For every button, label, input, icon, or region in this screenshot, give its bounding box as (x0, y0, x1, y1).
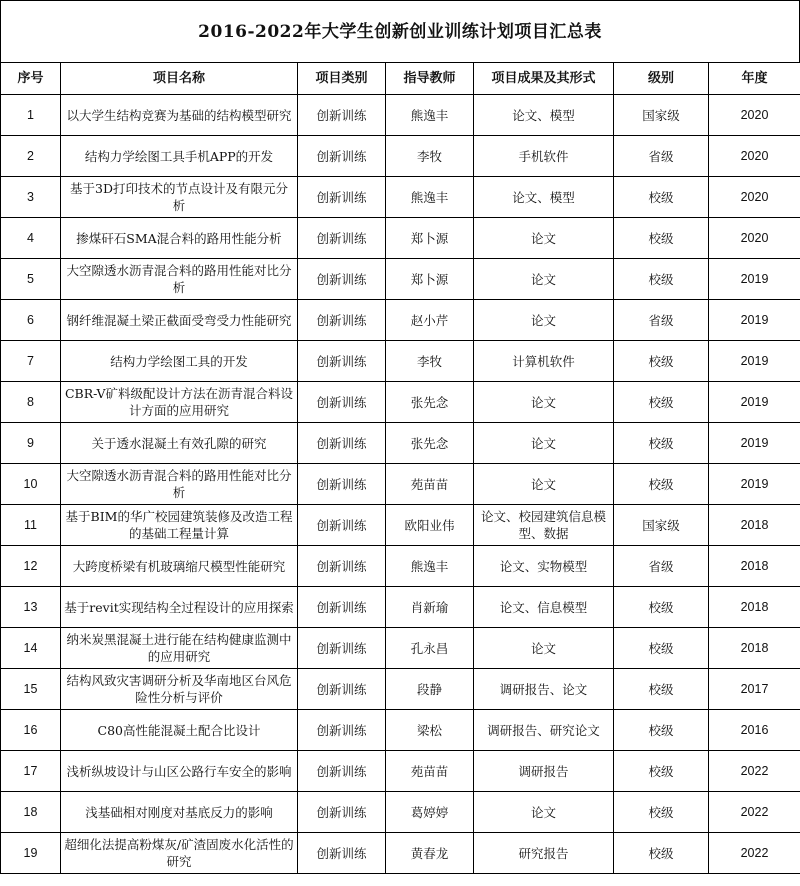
cell-year: 2018 (709, 505, 800, 546)
cell-advisor: 熊逸丰 (386, 546, 474, 587)
table-row (1, 341, 800, 382)
cell-no: 3 (1, 177, 61, 218)
cell-outcome: 论文 (474, 382, 614, 423)
table-row (1, 177, 800, 218)
cell-category: 创新训练 (298, 628, 386, 669)
cell-level: 省级 (614, 546, 709, 587)
cell-no: 12 (1, 546, 61, 587)
cell-level: 校级 (614, 628, 709, 669)
table-row (1, 382, 800, 423)
cell-category: 创新训练 (298, 382, 386, 423)
table-row (1, 546, 800, 587)
cell-project-name: 结构力学绘图工具手机APP的开发 (61, 136, 298, 177)
header-name: 项目名称 (61, 63, 298, 95)
table-row (1, 300, 800, 341)
cell-category: 创新训练 (298, 177, 386, 218)
cell-category: 创新训练 (298, 751, 386, 792)
table-row (1, 505, 800, 546)
cell-outcome: 论文、校园建筑信息模型、数据 (474, 505, 614, 546)
cell-project-name: 结构力学绘图工具的开发 (61, 341, 298, 382)
cell-category: 创新训练 (298, 833, 386, 874)
cell-level: 校级 (614, 464, 709, 505)
cell-year: 2020 (709, 177, 800, 218)
cell-outcome: 论文 (474, 300, 614, 341)
cell-outcome: 论文 (474, 259, 614, 300)
cell-outcome: 研究报告 (474, 833, 614, 874)
cell-advisor: 赵小芹 (386, 300, 474, 341)
cell-no: 19 (1, 833, 61, 874)
cell-no: 9 (1, 423, 61, 464)
cell-year: 2019 (709, 464, 800, 505)
cell-category: 创新训练 (298, 218, 386, 259)
cell-level: 校级 (614, 218, 709, 259)
cell-category: 创新训练 (298, 464, 386, 505)
cell-outcome: 论文 (474, 218, 614, 259)
header-no: 序号 (1, 63, 61, 95)
cell-no: 1 (1, 95, 61, 136)
cell-project-name: CBR-V矿料级配设计方法在沥青混合料设计方面的应用研究 (61, 382, 298, 423)
cell-year: 2017 (709, 669, 800, 710)
cell-outcome: 计算机软件 (474, 341, 614, 382)
cell-year: 2022 (709, 751, 800, 792)
cell-outcome: 论文 (474, 464, 614, 505)
cell-advisor: 熊逸丰 (386, 177, 474, 218)
cell-advisor: 黄春龙 (386, 833, 474, 874)
cell-year: 2019 (709, 300, 800, 341)
cell-project-name: 基于revit实现结构全过程设计的应用探索 (61, 587, 298, 628)
cell-year: 2018 (709, 546, 800, 587)
cell-outcome: 调研报告、研究论文 (474, 710, 614, 751)
cell-no: 2 (1, 136, 61, 177)
cell-advisor: 郑卜源 (386, 218, 474, 259)
cell-advisor: 张先念 (386, 382, 474, 423)
cell-advisor: 葛婷婷 (386, 792, 474, 833)
cell-project-name: 基于BIM的华广校园建筑装修及改造工程的基础工程量计算 (61, 505, 298, 546)
cell-no: 6 (1, 300, 61, 341)
cell-no: 11 (1, 505, 61, 546)
cell-level: 校级 (614, 792, 709, 833)
cell-level: 校级 (614, 751, 709, 792)
cell-no: 18 (1, 792, 61, 833)
cell-year: 2018 (709, 587, 800, 628)
header-outcome: 项目成果及其形式 (474, 63, 614, 95)
cell-advisor: 李牧 (386, 136, 474, 177)
table-row (1, 136, 800, 177)
cell-level: 校级 (614, 259, 709, 300)
cell-no: 4 (1, 218, 61, 259)
cell-outcome: 论文、实物模型 (474, 546, 614, 587)
table-title: 2016-2022年大学生创新创业训练计划项目汇总表 (0, 0, 800, 62)
cell-year: 2022 (709, 792, 800, 833)
header-year: 年度 (709, 63, 800, 95)
cell-advisor: 苑苗苗 (386, 751, 474, 792)
cell-no: 13 (1, 587, 61, 628)
cell-level: 校级 (614, 382, 709, 423)
cell-category: 创新训练 (298, 710, 386, 751)
table-row (1, 218, 800, 259)
table-row (1, 710, 800, 751)
cell-advisor: 段静 (386, 669, 474, 710)
cell-no: 7 (1, 341, 61, 382)
table-row (1, 628, 800, 669)
cell-project-name: 超细化法提高粉煤灰/矿渣固废水化活性的研究 (61, 833, 298, 874)
cell-no: 10 (1, 464, 61, 505)
cell-advisor: 熊逸丰 (386, 95, 474, 136)
cell-outcome: 手机软件 (474, 136, 614, 177)
cell-no: 8 (1, 382, 61, 423)
cell-outcome: 论文、模型 (474, 95, 614, 136)
cell-project-name: 掺煤矸石SMA混合料的路用性能分析 (61, 218, 298, 259)
cell-advisor: 梁松 (386, 710, 474, 751)
cell-year: 2020 (709, 218, 800, 259)
table-row (1, 669, 800, 710)
cell-level: 国家级 (614, 505, 709, 546)
header-category: 项目类别 (298, 63, 386, 95)
cell-category: 创新训练 (298, 300, 386, 341)
cell-project-name: 钢纤维混凝土梁正截面受弯受力性能研究 (61, 300, 298, 341)
cell-outcome: 调研报告、论文 (474, 669, 614, 710)
cell-project-name: 大空隙透水沥青混合料的路用性能对比分析 (61, 464, 298, 505)
cell-year: 2019 (709, 382, 800, 423)
header-advisor: 指导教师 (386, 63, 474, 95)
cell-year: 2019 (709, 259, 800, 300)
table-row (1, 751, 800, 792)
cell-project-name: 基于3D打印技术的节点设计及有限元分析 (61, 177, 298, 218)
cell-outcome: 论文、模型 (474, 177, 614, 218)
table-row (1, 95, 800, 136)
cell-category: 创新训练 (298, 95, 386, 136)
cell-level: 校级 (614, 177, 709, 218)
cell-level: 校级 (614, 833, 709, 874)
cell-project-name: 大跨度桥梁有机玻璃缩尺模型性能研究 (61, 546, 298, 587)
cell-outcome: 论文、信息模型 (474, 587, 614, 628)
cell-category: 创新训练 (298, 505, 386, 546)
table-row (1, 792, 800, 833)
cell-year: 2018 (709, 628, 800, 669)
cell-project-name: 关于透水混凝土有效孔隙的研究 (61, 423, 298, 464)
cell-level: 省级 (614, 300, 709, 341)
projects-table (0, 62, 800, 874)
cell-project-name: 以大学生结构竞赛为基础的结构模型研究 (61, 95, 298, 136)
cell-advisor: 李牧 (386, 341, 474, 382)
cell-project-name: 结构风致灾害调研分析及华南地区台风危险性分析与评价 (61, 669, 298, 710)
cell-level: 校级 (614, 587, 709, 628)
cell-level: 省级 (614, 136, 709, 177)
header-level: 级别 (614, 63, 709, 95)
cell-project-name: 纳米炭黑混凝土进行能在结构健康监测中的应用研究 (61, 628, 298, 669)
cell-no: 15 (1, 669, 61, 710)
cell-advisor: 苑苗苗 (386, 464, 474, 505)
cell-level: 校级 (614, 423, 709, 464)
cell-category: 创新训练 (298, 669, 386, 710)
cell-no: 16 (1, 710, 61, 751)
cell-year: 2020 (709, 95, 800, 136)
cell-category: 创新训练 (298, 546, 386, 587)
cell-outcome: 调研报告 (474, 751, 614, 792)
cell-no: 17 (1, 751, 61, 792)
cell-no: 14 (1, 628, 61, 669)
cell-year: 2020 (709, 136, 800, 177)
cell-advisor: 肖新瑜 (386, 587, 474, 628)
cell-advisor: 欧阳业伟 (386, 505, 474, 546)
cell-year: 2022 (709, 833, 800, 874)
cell-outcome: 论文 (474, 792, 614, 833)
cell-year: 2019 (709, 423, 800, 464)
cell-project-name: 大空隙透水沥青混合料的路用性能对比分析 (61, 259, 298, 300)
cell-year: 2016 (709, 710, 800, 751)
cell-level: 国家级 (614, 95, 709, 136)
table-row (1, 833, 800, 874)
cell-category: 创新训练 (298, 792, 386, 833)
cell-project-name: 浅基础相对刚度对基底反力的影响 (61, 792, 298, 833)
cell-level: 校级 (614, 669, 709, 710)
table-row (1, 587, 800, 628)
cell-outcome: 论文 (474, 628, 614, 669)
table-row (1, 423, 800, 464)
cell-outcome: 论文 (474, 423, 614, 464)
header-row (1, 63, 800, 95)
cell-level: 校级 (614, 341, 709, 382)
cell-category: 创新训练 (298, 587, 386, 628)
cell-advisor: 郑卜源 (386, 259, 474, 300)
cell-category: 创新训练 (298, 341, 386, 382)
cell-no: 5 (1, 259, 61, 300)
cell-project-name: 浅析纵坡设计与山区公路行车安全的影响 (61, 751, 298, 792)
cell-year: 2019 (709, 341, 800, 382)
cell-category: 创新训练 (298, 423, 386, 464)
cell-category: 创新训练 (298, 259, 386, 300)
table-body (1, 95, 800, 874)
cell-advisor: 张先念 (386, 423, 474, 464)
cell-level: 校级 (614, 710, 709, 751)
cell-advisor: 孔永昌 (386, 628, 474, 669)
cell-category: 创新训练 (298, 136, 386, 177)
table-row (1, 464, 800, 505)
cell-project-name: C80高性能混凝土配合比设计 (61, 710, 298, 751)
table-row (1, 259, 800, 300)
